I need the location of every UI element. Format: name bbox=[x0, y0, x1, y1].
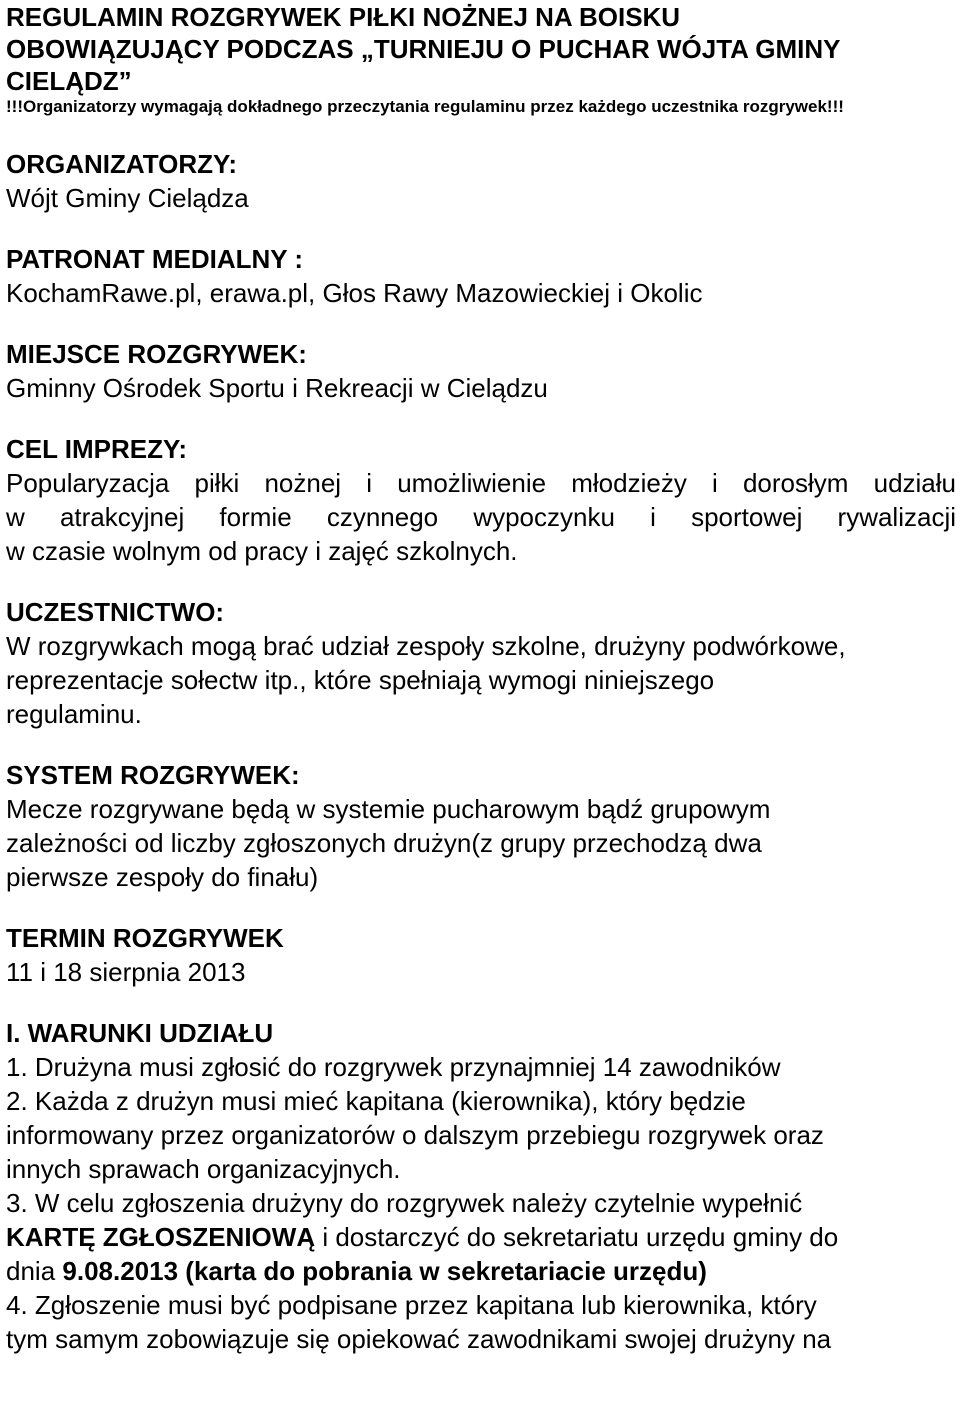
section-dates bbox=[6, 922, 956, 989]
condition-item-3-line-2-rest: i dostarczyć do sekretariatu urzędu gminy do bbox=[315, 1222, 839, 1252]
participation-line-1: W rozgrywkach mogą brać udział zespoły szkolne, drużyny podwórkowe, bbox=[6, 631, 846, 661]
system-line-2: zależności od liczby zgłoszonych drużyn(z grupy przechodzą dwa bbox=[6, 828, 762, 858]
patronage-text: KochamRawe.pl, erawa.pl, Głos Rawy Mazowieckiej i Okolic bbox=[6, 278, 703, 308]
condition-item-1: 1. Drużyna musi zgłosić do rozgrywek przynajmniej 14 zawodników bbox=[6, 1052, 781, 1082]
section-conditions bbox=[6, 1017, 956, 1356]
participation-line-2: reprezentacje sołectw itp., które spełniają wymogi niniejszego bbox=[6, 665, 715, 695]
organizers-heading: ORGANIZATORZY: bbox=[6, 149, 238, 179]
condition-item-4-line-1: 4. Zgłoszenie musi być podpisane przez kapitana lub kierownika, który bbox=[6, 1290, 817, 1320]
condition-item-3-line-2 bbox=[6, 1220, 956, 1254]
title-line-2: OBOWIĄZUJĄCY PODCZAS „TURNIEJU O PUCHAR WÓJTA GMINY bbox=[6, 34, 841, 64]
registration-card-label: KARTĘ ZGŁOSZENIOWĄ bbox=[6, 1222, 316, 1252]
condition-item-2-line-1: 2. Każda z drużyn musi mieć kapitana (kierownika), który będzie bbox=[6, 1086, 746, 1116]
condition-item-3-line-1: 3. W celu zgłoszenia drużyny do rozgrywek należy czytelnie wypełnić bbox=[6, 1188, 803, 1218]
deadline-text: 9.08.2013 (karta do pobrania w sekretariacie urzędu) bbox=[62, 1256, 707, 1286]
goal-heading: CEL IMPREZY: bbox=[6, 434, 188, 464]
section-participation bbox=[6, 596, 956, 731]
title-line-3: CIELĄDZ” bbox=[6, 66, 132, 96]
reading-notice: !!!Organizatorzy wymagają dokładnego przeczytania regulaminu przez każdego uczestnika rozgrywek!!! bbox=[6, 97, 844, 116]
title-line-1: REGULAMIN ROZGRYWEK PIŁKI NOŻNEJ NA BOISKU bbox=[6, 2, 681, 32]
section-patronage bbox=[6, 243, 956, 310]
condition-item-2-line-3: innych sprawach organizacyjnych. bbox=[6, 1154, 401, 1184]
condition-item-3-line-3 bbox=[6, 1254, 956, 1288]
condition-item-3-line-3-start: dnia bbox=[6, 1256, 63, 1286]
section-venue bbox=[6, 338, 956, 405]
participation-heading: UCZESTNICTWO: bbox=[6, 597, 225, 627]
organizers-text: Wójt Gminy Cielądza bbox=[6, 183, 249, 213]
venue-text: Gminny Ośrodek Sportu i Rekreacji w Cielądzu bbox=[6, 373, 548, 403]
system-line-1: Mecze rozgrywane będą w systemie pucharowym bądź grupowym bbox=[6, 794, 771, 824]
section-system bbox=[6, 759, 956, 894]
section-goal bbox=[6, 433, 956, 568]
condition-item-2-line-2: informowany przez organizatorów o dalszym przebiegu rozgrywek oraz bbox=[6, 1120, 824, 1150]
system-line-3: pierwsze zespoły do finału) bbox=[6, 862, 319, 892]
patronage-heading: PATRONAT MEDIALNY : bbox=[6, 244, 304, 274]
goal-line-3: w czasie wolnym od pracy i zajęć szkolnych. bbox=[6, 536, 518, 566]
dates-text: 11 i 18 sierpnia 2013 bbox=[6, 957, 246, 987]
condition-item-4-line-2: tym samym zobowiązuje się opiekować zawodnikami swojej drużyny na bbox=[6, 1324, 832, 1354]
system-heading: SYSTEM ROZGRYWEK: bbox=[6, 760, 300, 790]
section-organizers bbox=[6, 148, 956, 215]
dates-heading: TERMIN ROZGRYWEK bbox=[6, 923, 284, 953]
goal-line-2: w atrakcyjnej formie czynnego wypoczynku i sportowej rywalizacji bbox=[6, 502, 956, 532]
goal-line-1: Popularyzacja piłki nożnej i umożliwienie młodzieży i dorosłym udziału bbox=[6, 468, 956, 498]
document-page bbox=[6, 0, 956, 1356]
participation-line-3: regulaminu. bbox=[6, 699, 142, 729]
venue-heading: MIEJSCE ROZGRYWEK: bbox=[6, 339, 307, 369]
conditions-heading: I. WARUNKI UDZIAŁU bbox=[6, 1018, 274, 1048]
document-title bbox=[6, 0, 956, 96]
